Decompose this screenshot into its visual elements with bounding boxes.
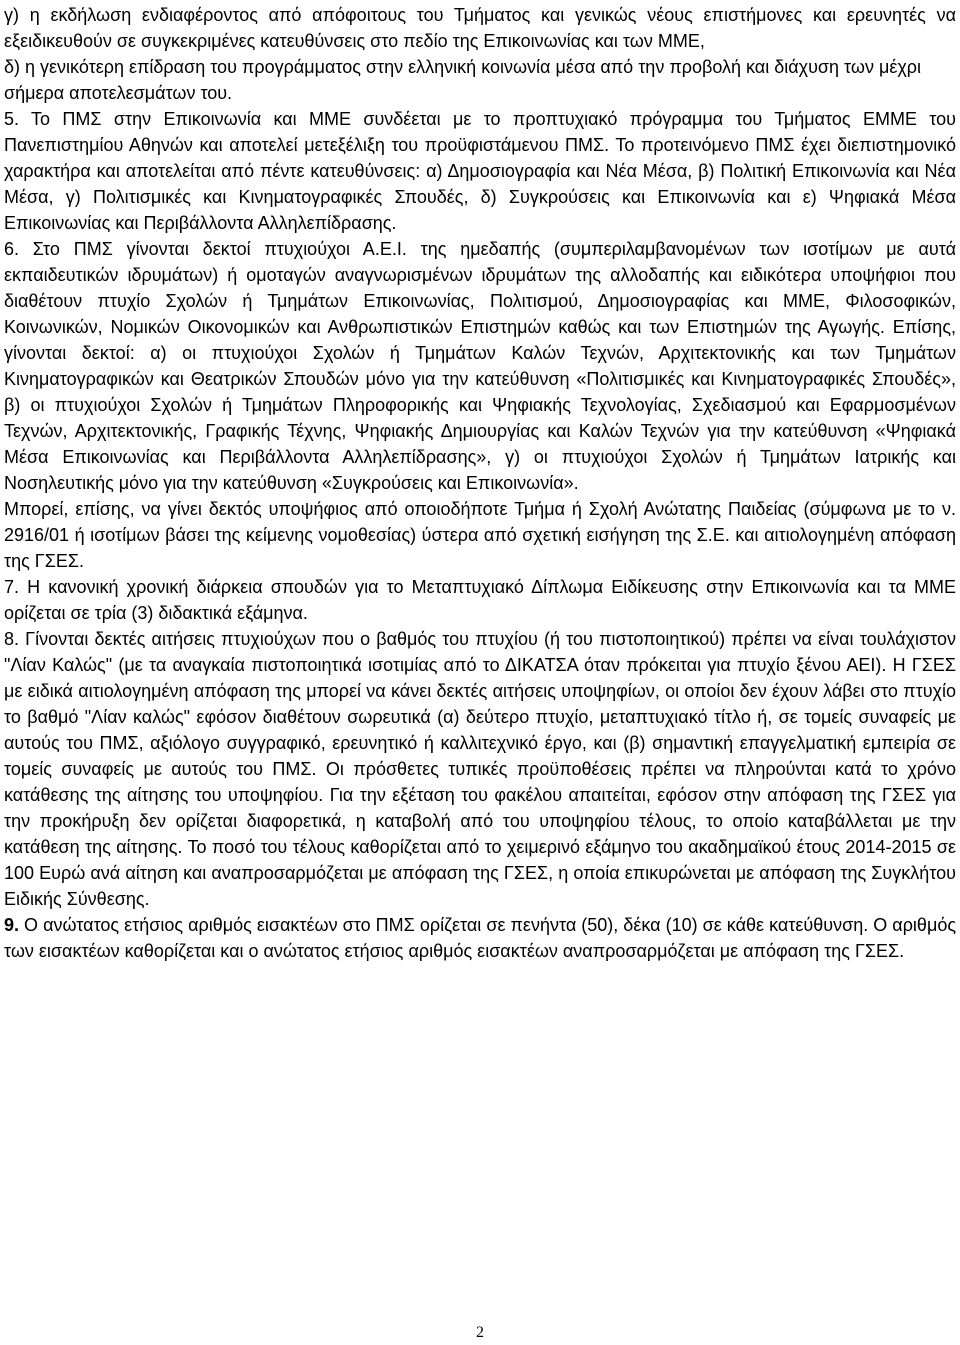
page-number: 2 — [476, 1324, 484, 1341]
paragraph-gamma: γ) η εκδήλωση ενδιαφέροντος από απόφοιτους του Τμήματος και γενικώς νέους επιστήμονες και ερευνητές να εξειδικευθούν σε συγκεκριμένες κατευθύνσεις στο πεδίο της Επικοινωνίας και των ΜΜΕ, — [4, 5, 956, 51]
paragraph-9 — [4, 912, 956, 964]
paragraph-9-text: Ο ανώτατος ετήσιος αριθμός εισακτέων στο ΠΜΣ ορίζεται σε πενήντα (50), δέκα (10) σε κάθε κατεύθυνση. Ο αριθμός των εισακτέων καθορίζεται και ο ανώτατος ετήσιος αριθμός εισακτέων αναπροσαρμόζεται με απόφαση της ΓΣΕΣ. — [4, 915, 956, 961]
paragraph-8: 8. Γίνονται δεκτές αιτήσεις πτυχιούχων που ο βαθμός του πτυχίου (ή του πιστοποιητικού) πρέπει να είναι τουλάχιστον "Λίαν Καλώς" (με τα αναγκαία πιστοποιητικά ισοτιμίας από το ΔΙΚΑΤΣΑ όταν πρόκειται για πτυχίο ξένου ΑΕΙ). Η ΓΣΕΣ με ειδικά αιτιολογημένη απόφαση της μπορεί να κάνει δεκτές αιτήσεις υποψηφίων, οι οποίοι δεν έχουν λάβει στο πτυχίο το βαθμό "Λίαν καλώς" εφόσον διαθέτουν σωρευτικά (α) δεύτερο πτυχίο, μεταπτυχιακό τίτλο ή, σε τομείς συναφείς με αυτούς του ΠΜΣ, αξιόλογο συγγραφικό, ερευνητικό ή καλλιτεχνικό έργο, και (β) σημαντική επαγγελματική εμπειρία σε τομείς συναφείς με αυτούς του ΠΜΣ. Οι πρόσθετες τυπικές προϋποθέσεις πρέπει να πληρούνται κατά το χρόνο κατάθεσης της αίτησης του υποψηφίου. Για την εξέταση του φακέλου απαιτείται, εφόσον στην απόφαση της ΓΣΕΣ για την προκήρυξη δεν ορίζεται διαφορετικά, η καταβολή από τoυ υποψηφίου τέλους, το οποίο καταβάλλεται με την κατάθεση της αίτησης. Το ποσό του τέλους καθορίζεται από το χειμερινό εξάμηνο του ακαδημαϊκού έτους 2014-2015 σε 100 Ευρώ ανά αίτηση και αναπροσαρμόζεται με απόφαση της ΓΣΕΣ, η οποία επικυρώνεται με απόφαση της Συγκλήτου Ειδικής Σύνθεσης. — [4, 629, 956, 909]
paragraph-7: 7. Η κανονική χρονική διάρκεια σπουδών για το Μεταπτυχιακό Δίπλωμα Ειδίκευσης στην Επικοινωνία και τα ΜΜΕ ορίζεται σε τρία (3) διδακτικά εξάμηνα. — [4, 577, 956, 623]
paragraph-9-number: 9. — [4, 915, 20, 935]
paragraph-5: 5. Το ΠΜΣ στην Επικοινωνία και ΜΜΕ συνδέεται με το προπτυχιακό πρόγραμμα του Τμήματος ΕΜΜΕ του Πανεπιστημίου Αθηνών και αποτελεί μετεξέλιξη του προϋφιστάμενου ΠΜΣ. Το προτεινόμενο ΠΜΣ έχει διεπιστημονικό χαρακτήρα και αποτελείται από πέντε κατευθύνσεις: α) Δημοσιογραφία και Νέα Μέσα, β) Πολιτική Επικοινωνία και Νέα Μέσα, γ) Πολιτισμικές και Κινηματογραφικές Σπουδές, δ) Συγκρούσεις και Επικοινωνία και ε) Ψηφιακά Μέσα Επικοινωνίας και Περιβάλλοντα Αλληλεπίδρασης. — [4, 109, 956, 233]
document-body — [4, 2, 956, 964]
paragraph-delta: δ) η γενικότερη επίδραση του προγράμματος στην ελληνική κοινωνία μέσα από την προβολή και διάχυση των μέχρι σήμερα αποτελεσμάτων του. — [4, 57, 922, 103]
paragraph-6: 6. Στο ΠΜΣ γίνονται δεκτοί πτυχιούχοι Α.Ε.Ι. της ημεδαπής (συμπεριλαμβανομένων των ισοτίμων με αυτά εκπαιδευτικών ιδρυμάτων) ή ομοταγών αναγνωρισμένων ιδρυμάτων της αλλοδαπής και ειδικότερα υποψήφιοι που διαθέτουν πτυχίο Σχολών ή Τμημάτων Επικοινωνίας, Πολιτισμού, Δημοσιογραφίας και ΜΜΕ, Φιλοσοφικών, Κοινωνικών, Νομικών Οικονομικών και Ανθρωπιστικών Επιστημών καθώς και των Επιστημών της Αγωγής. Επίσης, γίνονται δεκτοί: α) οι πτυχιούχοι Σχολών ή Τμημάτων Καλών Τεχνών, Αρχιτεκτονικής και των Τμημάτων Κινηματογραφικών και Θεατρικών Σπουδών μόνο για την κατεύθυνση «Πολιτισμικές και Κινηματογραφικές Σπουδές», β) οι πτυχιούχοι Σχολών ή Τμημάτων Πληροφορικής και Ψηφιακής Τεχνολογίας, Σχεδιασμού και Εφαρμοσμένων Τεχνών, Αρχιτεκτονικής, Γραφικής Τέχνης, Ψηφιακής Δημιουργίας και Καλών Τεχνών για την κατεύθυνση «Ψηφιακά Μέσα Επικοινωνίας και Περιβάλλοντα Αλληλεπίδρασης», γ) οι πτυχιούχοι Σχολών ή Τμημάτων Ιατρικής και Νοσηλευτικής μόνο για την κατεύθυνση «Συγκρούσεις και Επικοινωνία». — [4, 239, 956, 493]
paragraph-6-continued: Μπορεί, επίσης, να γίνει δεκτός υποψήφιος από οποιοδήποτε Τμήμα ή Σχολή Ανώτατης Παιδείας (σύμφωνα με το ν. 2916/01 ή ισοτίμων βάσει της κείμενης νομοθεσίας) ύστερα από σχετική εισήγηση της Σ.Ε. και αιτιολογημένη απόφαση της ΓΣΕΣ. — [4, 499, 956, 571]
